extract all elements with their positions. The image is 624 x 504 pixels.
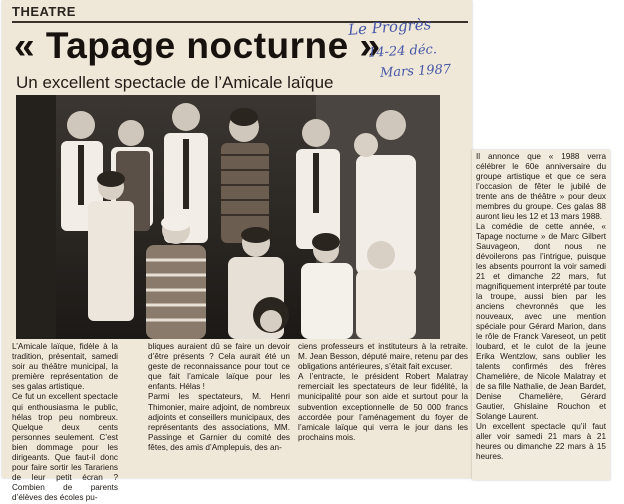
section-label: THEATRE — [12, 4, 76, 19]
handwritten-paper-name: Le Progrès — [347, 15, 432, 39]
article-column-1: L’Amicale laïque, fidèle à la tradition, présentait, samedi soir au théâtre municipal, la première représentation de ses galas artistique. Ce fut un excellent spectacle qui enthousiasma le public, hélas trop peu nombreux. Quelque deux cents personnes seulement. C’est bien dommage pour les dirigeants. Que faut-il donc pour faire sortir les Tarariens de leur petit écran ? Combien de parents d’élèves des écoles pu- — [12, 342, 118, 503]
article-headline: « Tapage nocturne » — [14, 25, 381, 66]
article-subheadline: Un excellent spectacle de l’Amicale laïque — [16, 73, 334, 92]
article-column-3: ciens professeurs et instituteurs à la retraite. M. Jean Besson, député maire, retenu par des obligations antérieures, s’était fait excuser. A l’entracte, le président Robert Malatray remerciait les spectateurs de leur fidélité, la municipalité pour son aide et surtout pour la subvention exceptionnelle de 50 000 francs accordée pour l’aménagement du foyer de l’amicale laïque qui verra le jour dans les prochains mois. — [298, 342, 468, 442]
article-column-2: bliques auraient dû se faire un devoir d’être présents ? Cela aurait été un geste de reconnaissance pour tout ce que fait l’amicale laïque pour les enfants. Hélas ! Parmi les spectateurs, M. Henri Thimonier, maire adjoint, de nombreux adjoints et conseillers municipaux, des représentants des associations, MM. Passinge et Garnier du comité des fêtes, des amis d’Amplepuis, des an- — [148, 342, 290, 452]
group-photo — [16, 95, 440, 339]
handwritten-date: 14-24 déc. — [367, 42, 438, 61]
handwritten-month-year: Mars 1987 — [379, 62, 452, 81]
sidebar-article-text: Il annonce que « 1988 verra célébrer le 60e anniversaire du groupe artistique et que ce sera l’occasion de fêter le jubilé de trente ans de théâtre » pour deux membres du groupe. Ces galas 88 auront lieu les 12 et 13 mars 1988. La comédie de cette année, « Tapage nocturne » de Marc Gilbert Sauvageon, dont nous ne dévoilerons pas l’intrigue, puisque les absents pourront la voir samedi 21 et dimanche 22 mars, fut magnifiquement interprété par toute la troupe, aussi bien par les anciens chevronnés que les nouveaux, avec une mention spéciale pour Gérard Marion, dans le rôle de Franck Vareseot, un petit loubard, et le culot de la jeune Erika Wentzlow, sans oublier les talents confirmés des frères Chamelière, de Nicole Malatray et de sa fille Nathalie, de Jean Bardet, Denise Chamelière, Gérard Gautier, Ghislaine Rouchon et Solange Laurent. Un excellent spectacle qu’il faut aller voir samedi 21 mars à 21 heures ou dimanche 22 mars à 15 heures. — [476, 152, 606, 461]
group-photo-illustration — [16, 95, 440, 339]
